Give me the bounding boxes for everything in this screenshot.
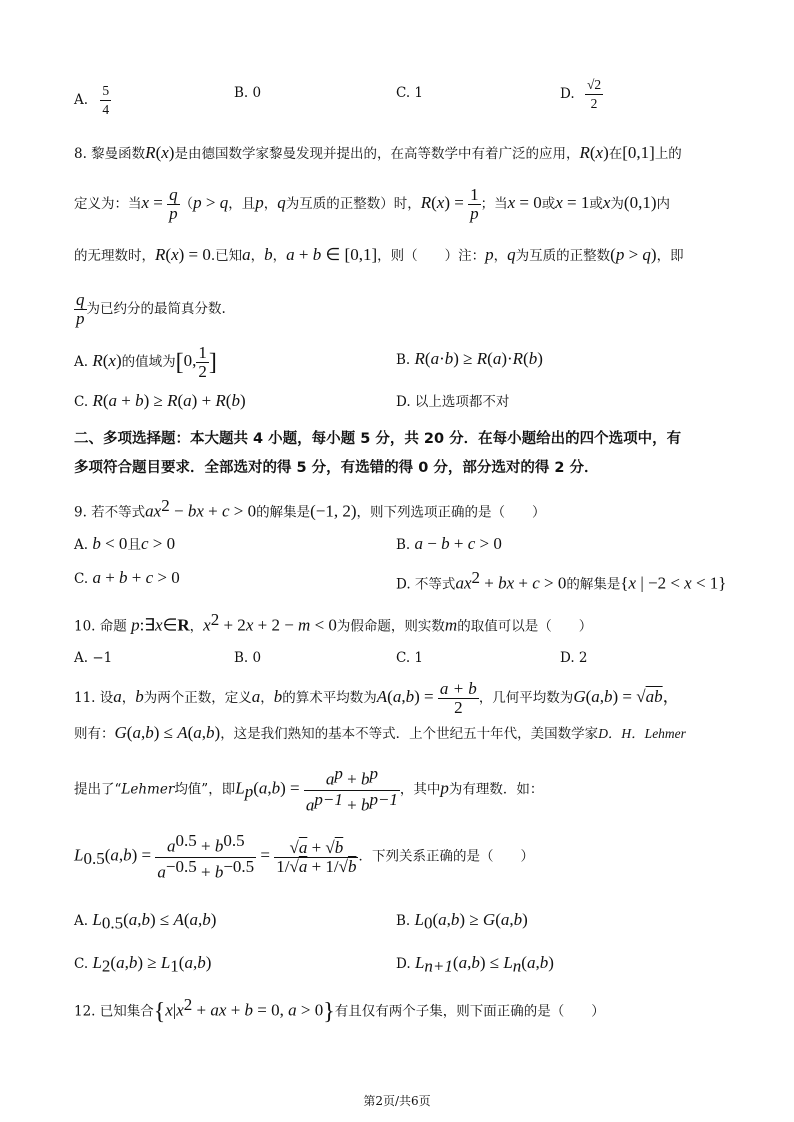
q9-stem: 9. 若不等式$ax^2$ − bx + c > 0的解集是(−1, 2)，则下列选项正确的是（ ） bbox=[74, 496, 546, 521]
q11-option-d: D. $L_{n+1}(a,b) \le L_n(a,b)$ bbox=[396, 953, 554, 976]
q8-line3: 的无理数时，R(x) = 0.已知a，b，a + b ∈ [0,1]，则（ ）注：p，q为互质的正整数(p > q)，即 bbox=[74, 245, 684, 264]
q8-option-a: A. R(x)的值域为[0, $\frac{1}{2}$ ] bbox=[74, 343, 217, 381]
q11-line4: $L_{0.5}(a,b)$ = $\frac{a^{0.5} + b^{0.5}}{a^{-0.5} + b^{-0.5}}$ = $\frac{√a + √b}{1/√a + 1/√b}$ ．下列关系正确的是（ ） bbox=[74, 831, 534, 881]
q9-option-c: C. a + b + c > 0 bbox=[74, 568, 180, 587]
q7-option-c: C. 1 bbox=[396, 85, 424, 101]
q11-line1: 11. 设a，b为两个正数，定义a，b的算术平均数为A(a,b) = $\frac{a + b}{2}$ ，几何平均数为G(a,b) = √ab， bbox=[74, 679, 680, 717]
q11-line2: 则有：G(a,b) ≤ A(a,b)，这是我们熟知的基本不等式．上个世纪五十年代，美国数学家D．H．Lehmer bbox=[74, 723, 686, 742]
q10-stem: 10. 命题 p:∃x∈R，$x^2 + 2x + 2 - m < 0$为假命题，则实数m的取值可以是（ ） bbox=[74, 610, 593, 635]
q8-line2: 定义为：当x = $\frac{q}{p}$ （p > q，且p，q为互质的正整数）时，R(x) = $\frac{1}{p}$ ；当x = 0或x = 1或x为(0,1)内 bbox=[74, 185, 670, 223]
q10-option-d: D. 2 bbox=[560, 650, 588, 666]
q8-option-c: C. R(a + b) ≥ R(a) + R(b) bbox=[74, 391, 246, 410]
q11-option-b: B. $L_0(a,b) \ge G(a,b)$ bbox=[396, 910, 528, 933]
q7-option-d: D. $\frac{√2}{2}$ bbox=[560, 77, 602, 111]
q10-option-c: C. 1 bbox=[396, 650, 424, 666]
q11-option-a: A. $L_{0.5}(a,b) \le A(a,b)$ bbox=[74, 910, 217, 933]
q10-option-a: A. −1 bbox=[74, 650, 113, 666]
section2-heading-line1: 二、多项选择题：本大题共 4 小题，每小题 5 分，共 20 分．在每小题给出的四个选项中，有 bbox=[74, 431, 682, 447]
q11-line3: 提出了“Lehmer均值”，即$L_p(a,b)$ = $\frac{a^p + b^p}{a^{p-1} + b^{p-1}}$ ，其中p为有理数．如： bbox=[74, 764, 544, 814]
section2-heading-line2: 多项符合题目要求．全部选对的得 5 分，有选错的得 0 分，部分选对的得 2 分． bbox=[74, 460, 599, 476]
q11-option-c: C. $L_2(a,b) \ge L_1(a,b)$ bbox=[74, 953, 212, 976]
q9-option-b: B. a − b + c > 0 bbox=[396, 534, 502, 553]
q12-stem: 12. 已知集合{$x|x^2$ + ax + b = 0, a > 0}有且仅有两个子集，则下面正确的是（ ） bbox=[74, 995, 605, 1025]
q8-line4: $\frac{q}{p}$ 为已约分的最简真分数. bbox=[76, 290, 226, 328]
q8-option-d: D. 以上选项都不对 bbox=[396, 394, 510, 410]
q8-option-b: B. R(a·b) ≥ R(a)·R(b) bbox=[396, 349, 543, 368]
q7-option-b: B. 0 bbox=[234, 85, 262, 101]
q8-line1: 8. 黎曼函数R(x)是由德国数学家黎曼发现并提出的，在高等数学中有着广泛的应用，R(x)在[0,1]上的 bbox=[74, 143, 682, 162]
q10-option-b: B. 0 bbox=[234, 650, 262, 666]
page-number: 第2页/共6页 bbox=[363, 1094, 431, 1108]
q9-option-a: A. b < 0且c > 0 bbox=[74, 534, 176, 553]
q9-option-d: D. 不等式$ax^2$ + bx + c > 0的解集是{x | −2 < x < 1} bbox=[396, 568, 727, 593]
q7-option-a: A. $\frac{5}{4}$ bbox=[74, 83, 110, 117]
